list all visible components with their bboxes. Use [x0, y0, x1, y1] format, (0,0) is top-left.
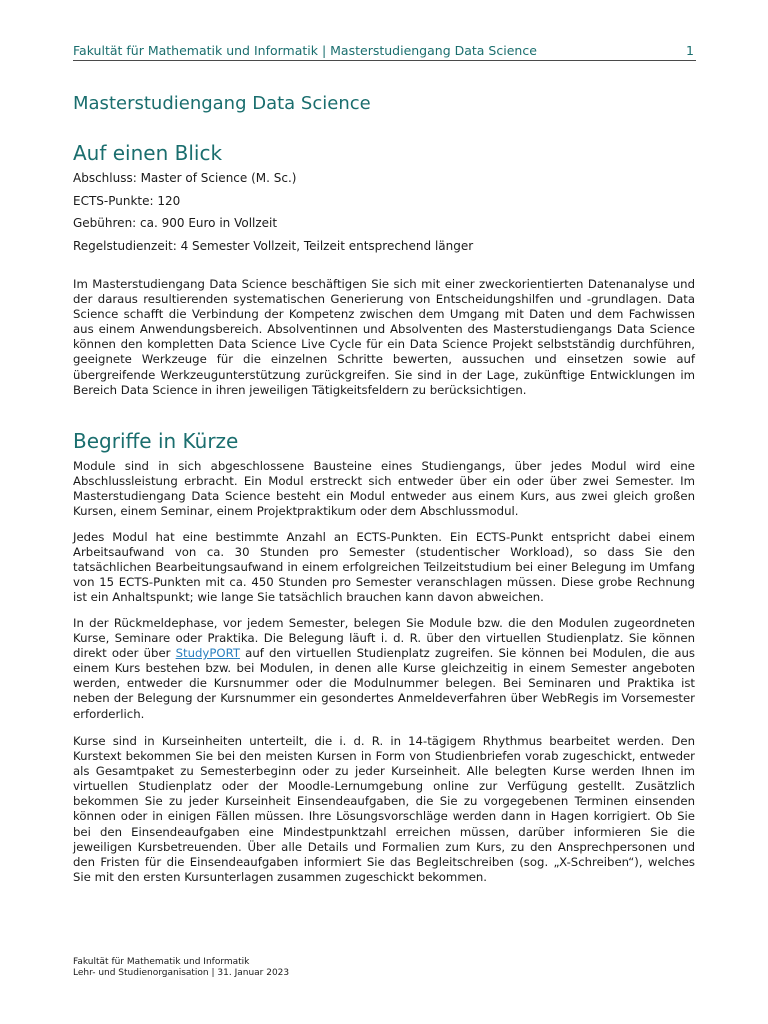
- fact-abschluss: Abschluss: Master of Science (M. Sc.): [73, 171, 297, 185]
- heading-begriffe-in-kuerze: Begriffe in Kürze: [73, 429, 239, 453]
- paragraph-rueckmeldephase: [73, 616, 695, 722]
- paragraph-module: Module sind in sich abgeschlossene Bausteine eines Studiengangs, über jedes Modul wird eine Abschlussleistung erbracht. Ein Modul erstreckt sich entweder über ein oder über zwei Semester. Im Masterstudiengang Data Science besteht ein Modul entweder aus einem Kurs, aus zwei gleich großen Kursen, einem Seminar, einem Projektpraktikum oder dem Abschlussmodul.: [73, 459, 695, 519]
- fact-gebuehren: Gebühren: ca. 900 Euro in Vollzeit: [73, 216, 278, 230]
- footer-line-1: Fakultät für Mathematik und Informatik: [73, 957, 250, 967]
- page-header: [73, 43, 696, 61]
- fact-regelstudienzeit: Regelstudienzeit: 4 Semester Vollzeit, Teilzeit entsprechend länger: [73, 239, 474, 253]
- document-title: Masterstudiengang Data Science: [73, 93, 371, 114]
- studyport-link[interactable]: StudyPORT: [175, 646, 241, 661]
- page-number: 1: [686, 43, 694, 58]
- paragraph-kurse: Kurse sind in Kurseinheiten unterteilt, die i. d. R. in 14-tägigem Rhythmus bearbeitet werden. Den Kurstext bekommen Sie bei den meisten Kursen in Form von Studienbriefen vorab zugeschickt, entweder als Gesamtpaket zu Semesterbeginn oder zu jeder Kurseinheit. Alle belegten Kurse werden Ihnen im virtuellen Studienplatz oder der Moodle-Lernumgebung online zur Verfügung gestellt. Zusätzlich bekommen Sie zu jeder Kurseinheit Einsendeaufgaben, die Sie zu vorgegebenen Terminen einsenden können oder in einigen Fällen müssen. Ihre Lösungsvorschläge werden dann in Hagen korrigiert. Ob Sie bei den Einsendeaufgaben eine Mindestpunktzahl erreichen müssen, darüber informieren Sie die jeweiligen Kursbetreuenden. Über alle Details und Formalien zum Kurs, zu den Ansprechpersonen und den Fristen für die Einsendeaufgaben informiert Sie das Begleitschreiben (sog. „X-Schreiben“), welches Sie mit den ersten Kursunterlagen zusammen zugeschickt bekommen.: [73, 734, 695, 884]
- footer-line-2: Lehr- und Studienorganisation | 31. Januar 2023: [73, 968, 290, 978]
- paragraph-rueckmeldephase-text-a: In der Rückmeldephase, vor jedem Semester, belegen Sie Module bzw. die den Modulen zugeordneten Kurse, Seminare oder Praktika. Die Belegung läuft i. d. R. über den virtuellen Studienplatz. Sie können direkt oder über: [73, 616, 695, 661]
- intro-paragraph: Im Masterstudiengang Data Science beschäftigen Sie sich mit einer zweckorientierten Datenanalyse und der daraus resultierenden systematischen Generierung von Entscheidungshilfen und -grundlagen. Data Science schafft die Verbindung der Kompetenz zwischen dem Umgang mit Daten und dem Fachwissen aus einem Anwendungsbereich. Absolventinnen und Absolventen des Masterstudiengangs Data Science können den kompletten Data Science Live Cycle für ein Data Science Projekt selbstständig durchführen, geeignete Werkzeuge für die einzelnen Schritte bewerten, aussuchen und einsetzen sowie auf übergreifende Werkzeugunterstützung zurückgreifen. Sie sind in der Lage, zukünftige Entwicklungen im Bereich Data Science in ihren jeweiligen Tätigkeitsfeldern zu berücksichtigen.: [73, 277, 695, 397]
- heading-auf-einen-blick: Auf einen Blick: [73, 141, 223, 165]
- paragraph-rueckmeldephase-text-b: auf den virtuellen Studienplatz zugreifen. Sie können bei Modulen, die aus einem Kurs bestehen bzw. bei Modulen, in denen alle Kurse gleichzeitig in einem Semester angeboten werden, entweder die Kursnummer oder die Modulnummer belegen. Bei Seminaren und Praktika ist neben der Belegung der Kursnummer ein gesondertes Anmeldeverfahren über WebRegis im Vorsemester erforderlich.: [73, 646, 695, 721]
- paragraph-ects: Jedes Modul hat eine bestimmte Anzahl an ECTS-Punkten. Ein ECTS-Punkt entspricht dabei einem Arbeitsaufwand von ca. 30 Stunden pro Semester (studentischer Workload), so dass Sie den tatsächlichen Bearbeitungsaufwand in einem erfolgreichen Teilzeitstudium bei einer Belegung im Umfang von 15 ECTS-Punkten mit ca. 450 Stunden pro Semester veranschlagen müssen. Diese grobe Rechnung ist ein Anhaltspunkt; wie lange Sie tatsächlich brauchen kann davon abweichen.: [73, 530, 695, 605]
- header-text: Fakultät für Mathematik und Informatik | Masterstudiengang Data Science: [73, 43, 537, 58]
- page-footer: [73, 957, 289, 979]
- fact-ects: ECTS-Punkte: 120: [73, 194, 181, 208]
